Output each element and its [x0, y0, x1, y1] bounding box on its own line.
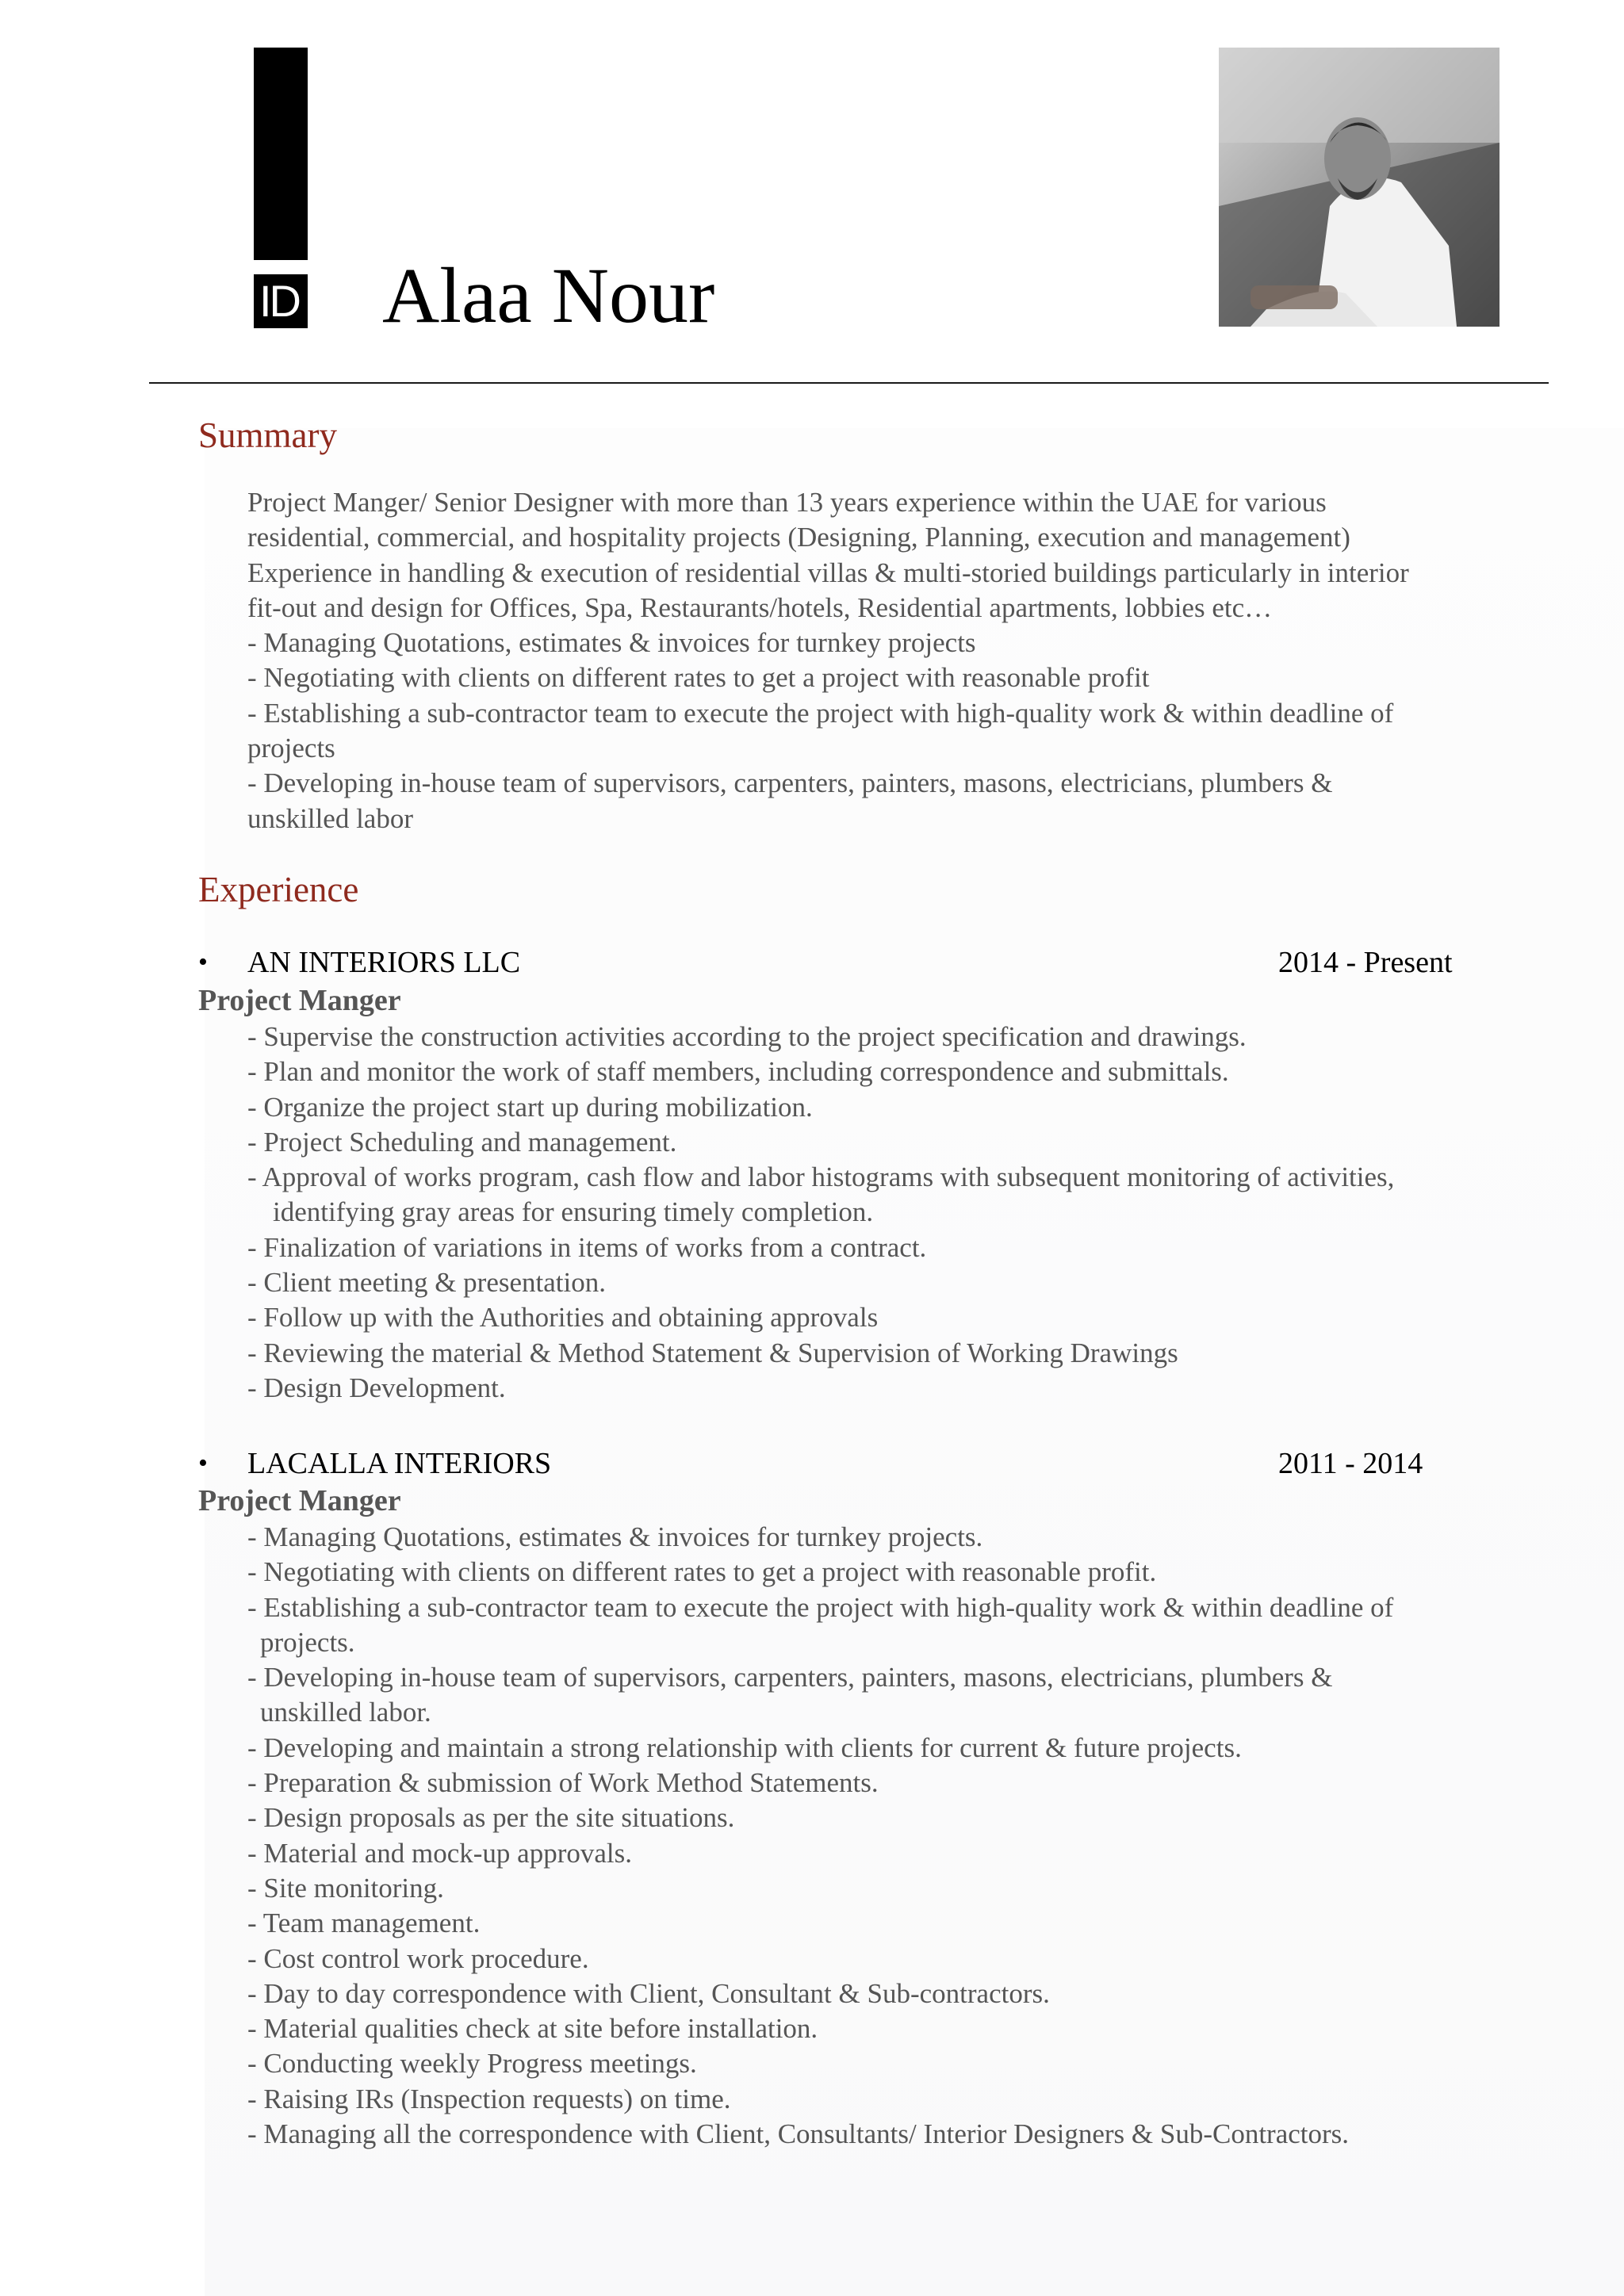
duty-item: - Conducting weekly Progress meetings. [247, 2048, 697, 2080]
duty-item: - Developing and maintain a strong relationship with clients for current & future projects. [247, 1732, 1242, 1763]
logo-text: ID [259, 276, 299, 326]
duty-item: unskilled labor. [260, 1697, 431, 1728]
summary-line: unskilled labor [247, 802, 413, 834]
duty-item: - Supervise the construction activities according to the project specification and drawings. [247, 1021, 1247, 1052]
summary-heading: Summary [198, 415, 337, 455]
duty-item: - Design Development. [247, 1372, 506, 1403]
job-dates: 2014 - Present [1278, 946, 1453, 979]
bullet: • [198, 1448, 208, 1478]
duty-item: identifying gray areas for ensuring timely completion. [273, 1196, 874, 1228]
job-header [198, 1445, 1546, 1483]
summary-line: - Establishing a sub-contractor team to execute the project with high-quality work & within deadline of [247, 697, 1394, 729]
summary-list [247, 485, 1548, 836]
candidate-name: Alaa Nour [382, 251, 715, 339]
duty-item: - Establishing a sub-contractor team to execute the project with high-quality work & within deadline of [247, 1591, 1394, 1623]
duty-item: - Raising IRs (Inspection requests) on time. [247, 2083, 731, 2114]
profile-photo [1219, 48, 1500, 327]
summary-line: - Managing Quotations, estimates & invoices for turnkey projects [247, 627, 976, 659]
duty-item: - Developing in-house team of supervisors, carpenters, painters, masons, electricians, plumbers & [247, 1662, 1333, 1693]
job-header [198, 943, 1546, 982]
bullet: • [198, 947, 208, 977]
duty-item: - Managing all the correspondence with Client, Consultants/ Interior Designers & Sub-Contractors. [247, 2118, 1350, 2150]
duty-item: projects. [260, 1626, 355, 1658]
duty-item: - Reviewing the material & Method Statement & Supervision of Working Drawings [247, 1337, 1178, 1368]
duty-item: - Day to day correspondence with Client, Consultant & Sub-contractors. [247, 1977, 1050, 2009]
duty-item: - Preparation & submission of Work Method Statements. [247, 1767, 879, 1799]
duty-item: - Managing Quotations, estimates & invoices for turnkey projects. [247, 1521, 983, 1552]
summary-line: fit-out and design for Offices, Spa, Restaurants/hotels, Residential apartments, lobbies etc… [247, 591, 1273, 623]
duty-item: - Finalization of variations in items of works from a contract. [247, 1231, 927, 1263]
header-divider [149, 382, 1549, 384]
job-role: Project Manger [198, 984, 401, 1017]
company-name: AN INTERIORS LLC [247, 946, 521, 979]
logo-mark [254, 274, 308, 328]
duties-list [247, 1020, 1548, 1406]
summary-line: residential, commercial, and hospitality projects (Designing, Planning, execution and management) [247, 522, 1350, 553]
logo-bar [254, 48, 308, 260]
duty-item: - Site monitoring. [247, 1872, 444, 1904]
summary-line: - Developing in-house team of supervisors, carpenters, painters, masons, electricians, plumbers & [247, 767, 1333, 799]
duty-item: - Negotiating with clients on different rates to get a project with reasonable profit. [247, 1556, 1157, 1588]
duty-item: - Plan and monitor the work of staff members, including correspondence and submittals. [247, 1056, 1229, 1088]
duty-item: - Organize the project start up during mobilization. [247, 1091, 813, 1123]
company-name: LACALLA INTERIORS [247, 1447, 552, 1480]
duties-list [247, 1520, 1548, 2152]
duty-item: - Material and mock-up approvals. [247, 1837, 632, 1869]
job-dates: 2011 - 2014 [1278, 1447, 1423, 1480]
duty-item: - Cost control work procedure. [247, 1942, 589, 1974]
summary-line: projects [247, 733, 335, 764]
duty-item: - Approval of works program, cash flow and labor histograms with subsequent monitoring of activities, [247, 1161, 1395, 1193]
summary-line: Project Manger/ Senior Designer with more than 13 years experience within the UAE for various [247, 487, 1327, 518]
experience-heading: Experience [198, 870, 359, 909]
summary-line: Experience in handling & execution of residential villas & multi-storied buildings particularly in interior [247, 557, 1409, 588]
duty-item: - Material qualities check at site before installation. [247, 2013, 818, 2045]
job-role: Project Manger [198, 1484, 401, 1517]
summary-line: - Negotiating with clients on different rates to get a project with reasonable profit [247, 662, 1150, 694]
duty-item: - Client meeting & presentation. [247, 1267, 606, 1299]
duty-item: - Team management. [247, 1908, 481, 1939]
duty-item: - Follow up with the Authorities and obtaining approvals [247, 1302, 879, 1334]
duty-item: - Design proposals as per the site situations. [247, 1802, 735, 1834]
duty-item: - Project Scheduling and management. [247, 1126, 677, 1158]
